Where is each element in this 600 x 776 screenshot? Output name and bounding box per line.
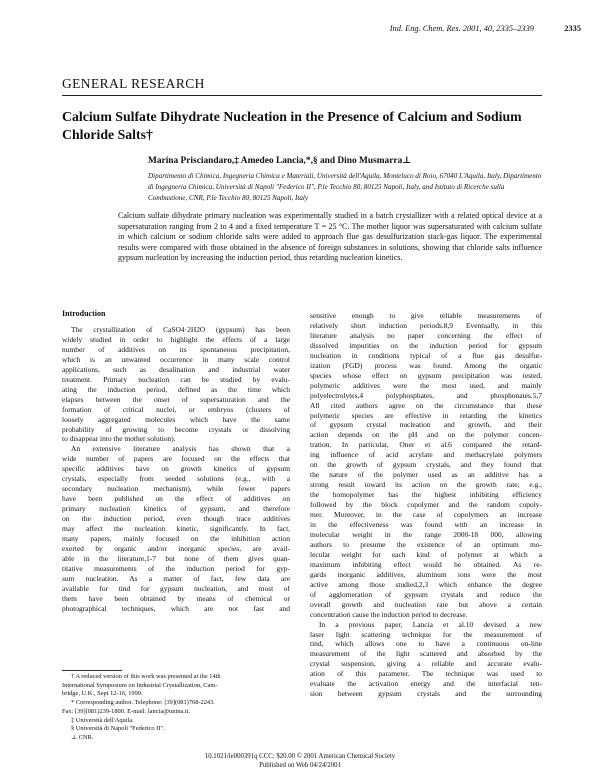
body-line: sensitive enough to give reliable measurements of bbox=[310, 311, 542, 320]
body-line: crystal suspension, giving a reliable and accurate evalu- bbox=[310, 659, 542, 669]
affiliation: Dipartimento di Chimica, Ingegneria Chimica e Materiali, Università dell'Aquila, Monteluco di Roio, 67040 L'Aquila, Italy, Dipartimento di Ingegneria Chimica, Università di Napoli "Federico II", P.le Tecchio 80, 80125 Napoli, Italy, and Istituto di Ricerche sulla Combustione, CNR, P.le Tecchio 80, 80125 Napoli, Italy bbox=[148, 172, 542, 202]
body-line: The crystallization of CaSO4·2H2O (gypsum) has been bbox=[71, 325, 290, 334]
body-line: elapses between the onset of supersaturation and the bbox=[62, 394, 290, 404]
body-line: the homopolymer has the highest inhibiting efficiency bbox=[310, 490, 542, 500]
body-line: the nature of the polymer used as an additive has a bbox=[310, 470, 542, 480]
body-line: lecular weight for each kind of polymer at which a bbox=[310, 549, 542, 559]
body-line: gards inorganic additives, aluminum ions were the most bbox=[310, 569, 542, 579]
body-line: secondary nucleation mechanism), while fewer papers bbox=[62, 484, 290, 494]
section-heading: GENERAL RESEARCH bbox=[62, 76, 205, 91]
footnote-line: * Corresponding author. Telephone: [39](081)768-2243. bbox=[71, 699, 215, 707]
body-line: have been published on the effect of additives on bbox=[62, 494, 290, 504]
footnote-line: † A reduced version of this work was presented at the 14th bbox=[71, 673, 221, 680]
body-line: active among those studied,2,3 which enhance the degree bbox=[310, 579, 542, 589]
introduction-heading: Introduction bbox=[62, 309, 106, 318]
body-line: of agglomeration of gypsum crystals and reduce the bbox=[310, 589, 542, 599]
body-line: laser light scattering technique for the measurement of bbox=[310, 629, 542, 639]
footnote-line: ‡ Università dell'Aquila. bbox=[71, 716, 134, 724]
footer-published: Published on Web 04/24/2001 bbox=[259, 762, 341, 769]
body-line: photographical techniques, which are not fast and bbox=[62, 603, 290, 613]
paper-title: Calcium Sulfate Dihydrate Nucleation in the Presence of Calcium and Sodium Chloride Salts† bbox=[62, 109, 522, 142]
body-line: All cited authors agree on the circumstance that these bbox=[310, 400, 542, 410]
body-column-right bbox=[310, 311, 542, 699]
body-line: specific additives have on growth kinetics of gypsum bbox=[62, 464, 290, 474]
body-line: measurement of the light scattered and absorbed by the bbox=[310, 649, 542, 659]
footnote-rule bbox=[62, 670, 122, 671]
body-line: probability of growing to become crystals or dissolving bbox=[62, 424, 290, 434]
body-line: tind, which allows one to have a continuous on-line bbox=[310, 639, 542, 649]
body-line: An extensive literature analysis has shown that a bbox=[71, 444, 290, 454]
body-line: to disappear into the mother solution). bbox=[62, 434, 176, 444]
body-line: ization (FGD) process was found. Among the organic bbox=[310, 360, 542, 370]
body-line: loosely aggregated molecules which have the same bbox=[62, 414, 290, 424]
body-line: exerted by organic and/or inorganic species, are avail- bbox=[62, 543, 290, 553]
body-line: polymeric species are effective in retarding the kinetics bbox=[310, 410, 542, 420]
journal-reference: Ind. Eng. Chem. Res. 2001, 40, 2335–2339 bbox=[389, 24, 534, 33]
body-line: ing influence of acid acrylate and methacrylate polymers bbox=[310, 450, 542, 460]
body-line: polymeric additives were the most used, and mainly bbox=[310, 380, 542, 390]
body-line: titative measurements of the induction period for gyp- bbox=[62, 563, 290, 573]
footnote-line: § Università di Napoli "Federico II". bbox=[71, 725, 165, 733]
body-line: concentration cause the induction period to decrease. bbox=[310, 609, 468, 619]
body-line: ating the induction period, defined as the time which bbox=[62, 384, 290, 394]
body-line: available for tind for gypsum nucleation, and most of bbox=[62, 583, 290, 593]
body-line: them have been obtained by means of chemical or bbox=[62, 593, 290, 603]
body-line: followed by the block copolymer and the random copoly- bbox=[310, 500, 542, 510]
body-line: overall growth and nucleation rate but above a certain bbox=[310, 599, 542, 609]
body-line: relatively short induction periods.8,9 Eventually, in this bbox=[310, 320, 542, 330]
footnote-line: bridge, U.K., Sept 12-16, 1999. bbox=[62, 690, 143, 698]
footnote-line: ⊥ CNR. bbox=[71, 733, 94, 741]
body-column-left bbox=[62, 325, 290, 614]
footer-doi: 10.1021/ie000391q CCC: $20.00 © 2001 American Chemical Society bbox=[204, 753, 396, 760]
body-line: species whose effect on gypsum precipitation was tested, bbox=[310, 370, 542, 380]
footnotes bbox=[62, 673, 290, 743]
body-line: which is an unwanted occurrence in many scale control bbox=[62, 354, 290, 364]
body-line: literature analysis no paper concerning the effect of bbox=[310, 330, 542, 340]
body-line: evaluate the activation energy and the interfacial ten- bbox=[310, 679, 542, 689]
body-line: ation of this parameter. The technique was used to bbox=[310, 669, 542, 679]
body-line: nucleation in conditions typical of a flue gas desulfur- bbox=[310, 350, 542, 360]
abstract: Calcium sulfate dihydrate primary nucleation was experimentally studied in a batch crystallizer with a related optical device at a supersaturation ranging from 2 to 4 and a fixed temperature T = 25 °C. The mother liquor was supersaturated with calcium sulfate in which calcium or sodium chloride salts were added to approach flue gas desulfurization stack-gas liquor. The experimental results were compared with those obtained in the absence of foreign substances in solutions, showing that chloride salts influence gypsum nucleation by increasing the induction period, thus retarding nucleation kinetics. bbox=[118, 211, 542, 263]
body-line: molecular weight in the range 2000-18 000, allowing bbox=[310, 529, 542, 539]
body-line: in the effectiveness was found with an increase in bbox=[310, 520, 542, 530]
body-line: treatment. Primary nucleation can be studied by evalu- bbox=[62, 374, 290, 384]
body-line: applications, such as desalination and industrial water bbox=[62, 364, 290, 374]
body-line: may affect the nucleation kinetic, significantly. In fact, bbox=[62, 524, 290, 534]
body-line: able in the literature,1-7 but none of them gives quan- bbox=[62, 553, 290, 563]
body-line: sion between gypsum crystals and the surrounding bbox=[310, 689, 542, 699]
body-line: polyelectrolytes,4 polyphosphates, and phosphonates.5,7 bbox=[310, 390, 542, 400]
body-line: maximum inhibiting effect would be obtained. As re- bbox=[310, 559, 542, 569]
footnote-line: International Symposium on Industrial Crystallization, Cam- bbox=[62, 681, 218, 689]
author-list: Marina Prisciandaro,‡ Amedeo Lancia,*,§ and Dino Musmarra⊥ bbox=[148, 156, 412, 166]
body-line: tration. In particular, Oner et al.6 compared the retard- bbox=[310, 440, 542, 450]
body-line: primary nucleation kinetics of gypsum, and therefore bbox=[62, 504, 290, 514]
body-line: strong result toward its action on the growth rate; e.g., bbox=[310, 480, 542, 490]
body-line: authors to presume the existence of an optimum mo- bbox=[310, 539, 542, 549]
body-line: crystals, especially from seeded solutions (e.g., with a bbox=[62, 474, 290, 484]
body-line: dissolved impurities on the induction period for gypsum bbox=[310, 340, 542, 350]
body-line: on the growth of gypsum crystals, and they found that bbox=[310, 460, 542, 470]
footnote-line: Fax: [39](081)239-1800. E-mail: lancia@unina.it. bbox=[62, 707, 190, 715]
body-line: number of additives on its spontaneous precipitation, bbox=[62, 344, 290, 354]
body-line: In a previous paper, Lancia et al.10 devised a new bbox=[319, 619, 542, 629]
body-line: mer. Moreover, in the case of copolymers an increase bbox=[310, 510, 542, 520]
page-number: 2335 bbox=[564, 24, 581, 33]
body-line: formation of critical nuclei, or embryos (clusters of bbox=[62, 404, 290, 414]
body-line: of gypsum crystal nucleation and growth, and their bbox=[310, 420, 542, 430]
section-rule bbox=[62, 95, 542, 96]
body-line: many papers, mainly focused on the inhibition action bbox=[62, 534, 290, 544]
body-line: wide number of papers are focused on the effects that bbox=[62, 454, 290, 464]
body-line: sum nucleation. As a matter of fact, few data are bbox=[62, 573, 290, 583]
body-line: widely studied in order to highlight the effects of a large bbox=[62, 334, 290, 344]
body-line: action depends on the pH and on the polymer concen- bbox=[310, 430, 542, 440]
body-line: on the induction period, even though trace additives bbox=[62, 514, 290, 524]
